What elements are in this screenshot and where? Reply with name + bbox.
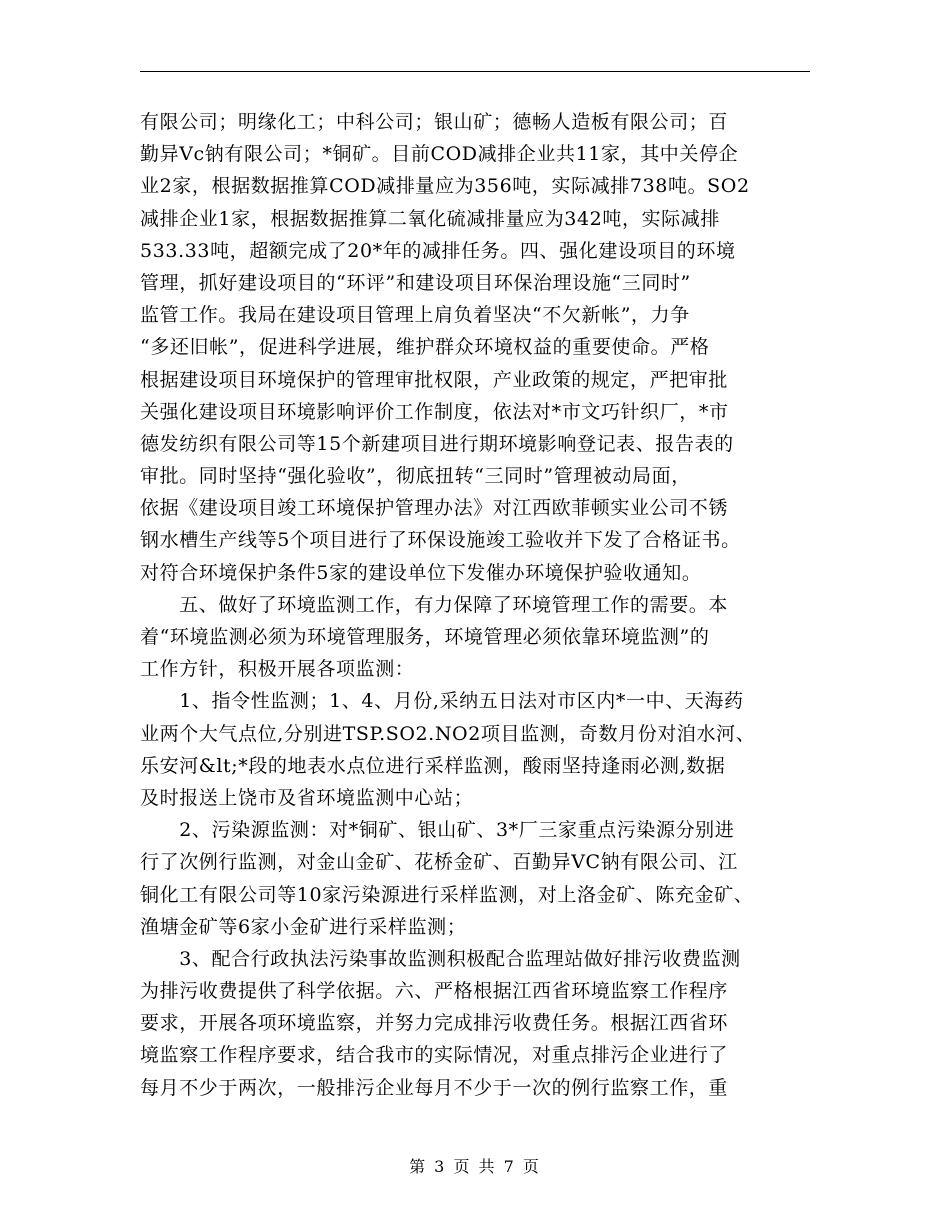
text-line: 五、做好了环境监测工作，有力保障了环境管理工作的需要。本 (140, 593, 729, 616)
text-line: 对符合环境保护条件5家的建设单位下发催办环境保护验收通知。 (140, 561, 702, 584)
text-line: 管理，抓好建设项目的“环评”和建设项目环保治理设施“三同时” (140, 271, 691, 294)
text-line: 乐安河&lt;*段的地表水点位进行采样监测，酸雨坚持逢雨必测,数据 (140, 754, 726, 777)
header-rule (140, 71, 810, 72)
text-line: 为排污收费提供了科学依据。六、严格根据江西省环境监察工作程序 (140, 980, 729, 1003)
text-line: 2、污染源监测：对*铜矿、银山矿、3*厂三家重点污染源分别进 (140, 819, 735, 842)
text-line: 工作方针，积极开展各项监测： (140, 658, 415, 681)
text-line: 及时报送上饶市及省环境监测中心站； (140, 786, 474, 809)
text-line: 每月不少于两次，一般排污企业每月不少于一次的例行监察工作，重 (140, 1076, 729, 1099)
text-line: 业2家，根据数据推算COD减排量应为356吨，实际减排738吨。SO2 (140, 175, 750, 198)
text-line: 1、指令性监测；1、4、月份,采纳五日法对市区内*一中、天海药 (140, 690, 744, 713)
text-line: 德发纺织有限公司等15个新建项目进行期环境影响登记表、报告表的 (140, 432, 734, 455)
text-line: 减排企业1家，根据数据推算二氧化硫减排量应为342吨，实际减排 (140, 207, 720, 230)
document-body (140, 106, 810, 1104)
text-line: 监管工作。我局在建设项目管理上肩负着坚决“不欠新帐”，力争 (140, 304, 690, 327)
text-line: 铜化工有限公司等10家污染源进行采样监测，对上洛金矿、陈充金矿、 (140, 883, 754, 906)
text-line: 533.33吨，超额完成了20*年的减排任务。四、强化建设项目的环境 (140, 239, 736, 262)
text-line: 着“环境监测必须为环境管理服务，环境管理必须依靠环境监测”的 (140, 626, 710, 648)
text-line: 根据建设项目环境保护的管理审批权限，产业政策的规定，严把审批 (140, 368, 729, 391)
text-line: 钢水槽生产线等5个项目进行了环保设施竣工验收并下发了合格证书。 (140, 529, 741, 552)
text-line: 业两个大气点位,分别进TSP.SO2.NO2项目监测，奇数月份对洎水河、 (140, 722, 756, 745)
text-line: 有限公司；明缘化工；中科公司；银山矿；德畅人造板有限公司；百 (140, 111, 729, 133)
page-number-footer: 第 3 页 共 7 页 (409, 1157, 541, 1176)
text-line: 审批。同时坚持“强化验收”，彻底扭转“三同时”管理被动局面， (140, 465, 691, 488)
text-line: 渔塘金矿等6家小金矿进行采样监测； (140, 915, 467, 938)
text-line: 3、配合行政执法污染事故监测积极配合监理站做好排污收费监测 (140, 947, 741, 970)
text-line: 关强化建设项目环境影响评价工作制度，依法对*市文巧针织厂，*市 (140, 400, 729, 423)
text-line: 要求，开展各项环境监察，并努力完成排污收费任务。根据江西省环 (140, 1012, 729, 1035)
text-line: 勤异Vc钠有限公司；*铜矿。目前COD减排企业共11家，其中关停企 (140, 143, 739, 166)
text-line: 行了次例行监测，对金山金矿、花桥金矿、百勤异VC钠有限公司、江 (140, 851, 738, 874)
text-line: 依据《建设项目竣工环境保护管理办法》对江西欧菲顿实业公司不锈 (140, 497, 729, 520)
text-line: “多还旧帐”，促进科学进展，维护群众环境权益的重要使命。严格 (140, 336, 710, 359)
text-line: 境监察工作程序要求，结合我市的实际情况，对重点排污企业进行了 (140, 1044, 729, 1067)
